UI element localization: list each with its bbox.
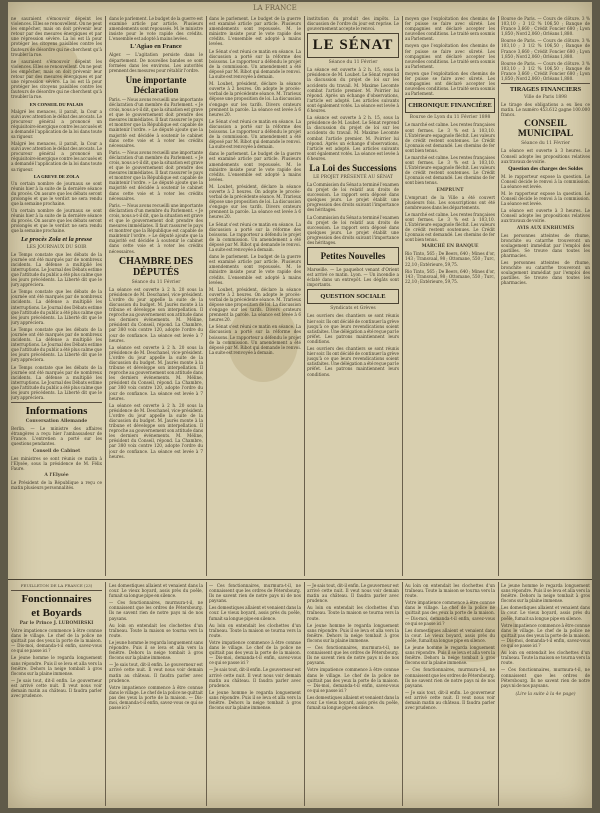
column-6 (501, 16, 590, 576)
article-text: Les domestiques allaient et venaient dans la cour. Le vieux boyard, assis près du poêle, fumait sa longue pipe en silence. (405, 627, 495, 643)
feuilleton-divider (8, 579, 592, 580)
section-heading: LA GREVE DE ZOLA (33, 173, 80, 179)
article-text: M. Loubet, président, déclare la séance ouverte à 2 heures. On adopte le procès-verbal de la précédente séance. M. Trarieux dépose une proposition de loi. La discussion s'engage sur les tarifs. Divers orateurs prennent la parole. La séance est levée à 6 heures 20. (209, 81, 301, 117)
article-text: La séance est ouverte à 2 h. 20 sous la présidence de M. Deschanel, vice-président. L'ordre du jour appelle la suite de la discussion du budget. M. Jaurès monte à la tribune et développe son interpellation. Il reproche au gouvernement son attitude dans les derniers événements. M. Méline, président du Conseil, répond. La Chambre, par 380 voix contre 120, adopte l'ordre du jour de confiance. La séance est levée à 7 heures. (109, 344, 203, 401)
article-text: Le tirage des obligations a eu lieu ce matin. Le numéro 453.612 gagne 100.000 francs. (501, 102, 590, 118)
article-text: moyen que l'exploitation des chemins de fer puisse se faire avec sûreté. Les compagnies ont déclaré accepter les nouvelles conditions. Le traité sera soumis au Parlement. (405, 70, 495, 97)
senat-headline: LE SÉNAT (312, 37, 394, 54)
article-text: Votre impatience commence à être connue dans le village. Le chef de la police ne quittait pas des yeux la porte de la maison. — Dis-moi, demanda-t-il enfin, savez-vous ce qui se passe ici ? (109, 684, 203, 711)
article-text: — Je sais tout, dit-il enfin. Le gouverneur est arrivé cette nuit. Il veut nous voir demain matin au château. Il faudra parler avec prudence. (209, 667, 301, 688)
article-text: Bourse de Paris. — Cours de clôture. 3 % 103,10 ; 3 1/2 % 106,50 ; Banque de France 3,660 ; Crédit Foncier 680 ; Lyon 1,850 ; Nord 2,060 ; Orléans 1,880. (501, 38, 590, 59)
article-text: Au loin on entendait les clochettes d'un traîneau. Toute la maison se tourna vers la route. (209, 622, 301, 638)
article-text: Votre impatience commence à être connue dans le village. Le chef de la police ne quittait pas des yeux la porte de la maison. — Dis-moi, demanda-t-il enfin, savez-vous ce qui se passe ici ? (11, 628, 102, 654)
article-text: dans le parlement. Le budget de la guerre est examiné article par article. Plusieurs amendements sont repoussés. M. le ministre insiste pour le vote rapide des crédits. L'ensemble est adopté à mains levées. (109, 16, 203, 42)
article-subhead: LES JOURNAUX DU SOIR (26, 244, 87, 250)
section-headline-informations: Informations (25, 405, 88, 418)
column-rule (498, 16, 499, 576)
column-rule (498, 582, 499, 806)
article-headline: CHRONIQUE FINANCIÈRE (408, 102, 492, 110)
article-text: Le Sénat s'est réuni ce matin en séance. La discussion a porté sur la réforme des boissons. Le rapporteur a défendu le projet de la commission. Un amendement a été déposé par M. Ribot qui demande le renvoi. La suite est renvoyée à demain. (209, 118, 301, 150)
divider (11, 402, 102, 403)
article-text: moyen que l'exploitation des chemins de fer puisse se faire avec sûreté. Les compagnies ont déclaré accepter les nouvelles conditions. Le traité sera soumis au Parlement. (405, 43, 495, 69)
article-text: — Ces fonctionnaires, murmura-t-il, ne connaissent que les ordres de Pétersbourg. Ils ne savent rien de notre pays ni de nos paysans. (209, 583, 301, 604)
divider (11, 590, 102, 591)
article-text: Berlin. — Le ministre des affaires étrangères a reçu hier l'ambassadeur de France. L'entretien a porté sur les questions pendantes. (11, 426, 102, 447)
column-rule (206, 16, 207, 576)
article-text: Le jeune homme le regarda longuement sans répondre. Puis il se leva et alla vers la fenêtre. Dehors la neige tombait à gros flocons sur la plaine immense. (109, 639, 203, 661)
article-subhead: EMPRUNT (436, 187, 464, 193)
newspaper-page (8, 2, 592, 808)
article-headline: Question des charges des Soldes (508, 165, 583, 172)
divider (501, 83, 590, 84)
column-rule (304, 16, 305, 576)
article-text: Le Temps constate que les débats de la journée ont été marqués par de nombreux incidents. La défense a multiplié les interruptions. Le Journal des Débats estime que l'attitude du public a été plus calme que les jours précédents. La Liberté dit que le jury appréciera. (11, 251, 102, 288)
article-text: Le jeune homme le regarda longuement sans répondre. Puis il se leva et alla vers la fenêtre. Dehors la neige tombait à gros flocons sur la plaine immense. (11, 655, 102, 676)
feuilleton-continued: (Lire la suite à la 4e page) (515, 691, 576, 697)
article-text: Rio Tinto, 565 ; De Beers, 640 ; Mines d'or, 143 ; Transvaal, 98 ; Ottomane, 550 ; Turc, 22,10 ; Extérieure, 59,75. (405, 251, 495, 267)
article-text: Le jeune homme le regarda longuement sans répondre. Puis il se leva et alla vers la fenêtre. Dehors la neige tombait à gros flocons sur la plaine immense. (405, 645, 495, 666)
article-text: Le marché est calme. Les rentes françaises sont fermes. Le 3 % est à 103,10. L'Extérieure espagnole fléchit. Les valeurs de crédit restent soutenues. Le Crédit Lyonnais est demandé. Les chemins de fer sont bien tenus. (405, 154, 495, 186)
article-text: Bourse de Paris. — Cours de clôture. 3 % 103,10 ; 3 1/2 % 106,50 ; Banque de France 3,660 ; Crédit Foncier 680 ; Lyon 1,850 ; Nord 2,060 ; Orléans 1,880. (501, 60, 590, 82)
article-text: La séance est ouverte à 2 h. 15, sous la présidence de M. Loubet. Le Sénat reprend la discussion du projet de loi sur les accidents du travail. M. Maxime Lecomte combat l'article premier. M. Poirrier lui répond. Après un échange d'observations, l'article est adopté. Les articles suivants sont également votés. La séance est levée à 6 heures. (307, 67, 399, 114)
article-subhead: Conseil de Cabinet (32, 448, 81, 454)
article-text: Les personnes atteintes de rhume, bronchite ou catarrhe trouveront un soulagement immédiat par l'emploi des pastilles. Se trouve dans toutes les pharmacies. (501, 232, 590, 258)
article-text: La Commission du Sénat a terminé l'examen du projet de loi relatif aux droits de succession. Le rapport sera déposé dans quelques jours. Le projet établit une progression des droits suivant l'importance des héritages. (307, 181, 399, 213)
chambre-headline: CHAMBRE DES DÉPUTÉS (118, 255, 194, 278)
article-text: Le Président de la République a reçu ce matin plusieurs personnalités. (11, 479, 102, 490)
feuilleton-author: Par le Prince J. LUBOMIRSKI (19, 621, 94, 626)
article-headline: CONSEIL MUNICIPAL (517, 119, 574, 140)
running-head (8, 4, 592, 16)
article-text: — Je sais tout, dit-il enfin. Le gouverneur est arrivé cette nuit. Il veut nous voir demain matin au château. Il faudra parler avec prudence. (405, 689, 495, 711)
column-rule (105, 582, 106, 806)
article-text: — Je sais tout, dit-il enfin. Le gouverneur est arrivé cette nuit. Il veut nous voir demain matin au château. Il faudra parler avec prudence. (307, 583, 399, 604)
article-text: Les domestiques allaient et venaient dans la cour. Le vieux boyard, assis près du poêle, fumait sa longue pipe en silence. (501, 605, 590, 621)
article-text: Le jeune homme le regarda longuement sans répondre. Puis il se leva et alla vers la fenêtre. Dehors la neige tombait à gros flocons sur la plaine immense. (307, 622, 399, 643)
article-subhead: Ville de Paris 1898 (524, 95, 567, 101)
article-subhead: Séance du 11 Février (131, 279, 181, 285)
article-text: Le jeune homme le regarda longuement sans répondre. Puis il se leva et alla vers la fenêtre. Dehors la neige tombait à gros flocons sur la plaine immense. (209, 689, 301, 711)
article-headline: L'Agiao en France (130, 43, 182, 51)
column-5 (405, 16, 495, 576)
article-subhead: Séance du 11 Février (328, 60, 378, 66)
feuilleton-column-3 (209, 583, 301, 805)
article-text: Les personnes atteintes de rhume, bronchite ou catarrhe trouveront un soulagement immédiat par l'emploi des pastilles. Se trouve dans toutes les pharmacies. (501, 260, 590, 286)
article-text: Paris. — Nous avons recueilli une importante déclaration d'un membre du Parlement. « Je crois, nous a-t-il dit, que la situation est grave et que le gouvernement doit prendre des mesures immédiates. Il faut rassurer le pays et montrer que la République est capable de maintenir l'ordre. » Le député ajoute que la majorité est décidée à soutenir le cabinet dans cette voie et à voter les crédits nécessaires. (109, 96, 203, 148)
feuilleton-column-2 (109, 583, 203, 805)
article-headline: QUESTION SOCIALE (320, 293, 386, 301)
article-text: — Ces fonctionnaires, murmura-t-il, ne connaissent que les ordres de Pétersbourg. Ils ne savent rien de notre pays ni de nos paysans. (307, 645, 399, 666)
article-headline: Une importante Déclaration (125, 74, 187, 95)
article-text: Le Temps constate que les débats de la journée ont été marqués par de nombreux incidents. La défense a multiplié les interruptions. Le Journal des Débats estime que l'attitude du public a été plus calme que les jours précédents. La Liberté dit que le jury appréciera. (11, 364, 102, 401)
article-text: Au loin on entendait les clochettes d'un traîneau. Toute la maison se tourna vers la route. (109, 622, 203, 638)
article-subhead: LE PROJET PRÉSENTÉ AU SÉNAT (313, 174, 393, 180)
article-text: Les ministres se sont réunis ce matin à l'Elysée, sous la présidence de M. Félix Faure. (11, 455, 102, 471)
section-heading: EN CONSEIL DU PALAIS (29, 101, 84, 107)
article-text: Votre impatience commence à être connue dans le village. Le chef de la police ne quittait pas des yeux la porte de la maison. — Dis-moi, demanda-t-il enfin, savez-vous ce qui se passe ici ? (405, 600, 495, 626)
article-text: dans le parlement. Le budget de la guerre est examiné article par article. Plusieurs amendements sont repoussés. M. le ministre insiste pour le vote rapide des crédits. L'ensemble est adopté à mains levées. (209, 16, 301, 47)
article-text: Rio Tinto, 565 ; De Beers, 640 ; Mines d'or, 143 ; Transvaal, 98 ; Ottomane, 550 ; Turc, 22,10 ; Extérieure, 59,75. (405, 268, 495, 284)
article-text: — Je sais tout, dit-il enfin. Le gouverneur est arrivé cette nuit. Il veut nous voir demain matin au château. Il faudra parler avec prudence. (11, 677, 102, 699)
column-1 (11, 16, 102, 576)
chronique-box (405, 98, 495, 113)
senat-box (307, 33, 399, 58)
article-text: Les domestiques allaient et venaient dans la cour. Le vieux boyard, assis près du poêle, fumait sa longue pipe en silence. (209, 605, 301, 621)
article-text: M. Loubet, président, déclare la séance ouverte à 2 heures. On adopte le procès-verbal de la précédente séance. M. Trarieux dépose une proposition de loi. La discussion s'engage sur les tarifs. Divers orateurs prennent la parole. La séance est levée à 6 heures 20. (209, 286, 301, 323)
article-text: La séance est ouverte à 3 heures. Le Conseil adopte les propositions relatives aux travaux de voirie. (501, 148, 590, 164)
article-text: Alger. — L'agitation persiste dans le département. De nouvelles bandes se sont formées dans les environs. Les autorités prennent des mesures pour rétablir l'ordre. (109, 52, 203, 73)
article-text: Le Sénat s'est réuni ce matin en séance. La discussion a porté sur la réforme des boissons. Le rapporteur a défendu le projet de la commission. Un amendement a été déposé par M. Ribot qui demande le renvoi. La suite est renvoyée à demain. (209, 324, 301, 355)
feuilleton-column-6 (501, 583, 590, 805)
article-text: Votre impatience commence à être connue dans le village. Le chef de la police ne quittait pas des yeux la porte de la maison. — Dis-moi, demanda-t-il enfin, savez-vous ce qui se passe ici ? (307, 667, 399, 693)
article-text: Au loin on entendait les clochettes d'un traîneau. Toute la maison se tourna vers la route. (501, 650, 590, 666)
article-text: Paris. — Nous avons recueilli une importante déclaration d'un membre du Parlement. « Je crois, nous a-t-il dit, que la situation est grave et que le gouvernement doit prendre des mesures immédiates. Il faut rassurer le pays et montrer que la République est capable de maintenir l'ordre. » Le député ajoute que la majorité est décidée à soutenir le cabinet dans cette voie et à voter les crédits nécessaires. (109, 149, 203, 201)
article-text: Le Temps constate que les débats de la journée ont été marqués par de nombreux incidents. La défense a multiplié les interruptions. Le Journal des Débats estime que l'attitude du public a été plus calme que les jours précédents. La Liberté dit que le jury appréciera. (11, 326, 102, 363)
column-rule (402, 582, 403, 806)
article-headline: Petites Nouvelles (320, 251, 386, 262)
column-rule (206, 582, 207, 806)
running-head-title: LA FRANCE (253, 4, 297, 12)
article-text: Les domestiques allaient et venaient dans la cour. Le vieux boyard, assis près du poêle, fumait sa longue pipe en silence. (109, 583, 203, 599)
feuilleton-label: FEUILLETON DE LA FRANCE (23) (20, 583, 93, 588)
article-text: La séance est ouverte à 2 h. 20 sous la présidence de M. Deschanel, vice-président. L'ordre du jour appelle la suite de la discussion du budget. M. Jaurès monte à la tribune et développe son interpellation. Il reproche au gouvernement son attitude dans les derniers événements. M. Méline, président du Conseil, répond. La Chambre, par 380 voix contre 120, adopte l'ordre du jour de confiance. La séance est levée à 7 heures. (109, 286, 203, 343)
article-text: — Je sais tout, dit-il enfin. Le gouverneur est arrivé cette nuit. Il veut nous voir demain matin au château. Il faudra parler avec prudence. (109, 662, 203, 683)
article-text: — Ces fonctionnaires, murmura-t-il, ne connaissent que les ordres de Pétersbourg. Ils ne savent rien de notre pays ni de nos paysans. (501, 667, 590, 688)
article-text: Le Sénat s'est réuni ce matin en séance. La discussion a porté sur la réforme des boissons. Le rapporteur a défendu le projet de la commission. Un amendement a été déposé par M. Ribot qui demande le renvoi. La suite est renvoyée à demain. (209, 48, 301, 80)
column-2 (109, 16, 203, 576)
article-text: M. Loubet, président, déclare la séance ouverte à 2 heures. On adopte le procès-verbal de la précédente séance. M. Trarieux dépose une proposition de loi. La discussion s'engage sur les tarifs. Divers orateurs prennent la parole. La séance est levée à 6 heures 20. (209, 183, 301, 220)
article-text: Un certain nombre de journaux se sont réunis hier à la suite de la dernière séance du procès. On assure que les débats seront prolongés et que le verdict ne sera rendu que la semaine prochaine. (11, 208, 102, 234)
article-text: Le marché est calme. Les rentes françaises sont fermes. Le 3 % est à 103,10. L'Extérieure espagnole fléchit. Les valeurs de crédit restent soutenues. Le Crédit Lyonnais est demandé. Les chemins de fer sont bien tenus. (405, 211, 495, 243)
article-text: — Ces fonctionnaires, murmura-t-il, ne connaissent que les ordres de Pétersbourg. Ils ne savent rien de notre pays ni de nos paysans. (109, 600, 203, 621)
article-subhead: AVIS AUX ENRHUMÉS (516, 225, 575, 231)
column-rule (402, 16, 403, 576)
article-text: Les ouvriers des chantiers se sont réunis hier soir. Ils ont décidé de continuer la grève jusqu'à ce que leurs revendications soient satisfaites. Une délégation a été reçue par le préfet. Les patrons maintiennent leurs conditions. (307, 313, 399, 344)
article-text: Malgré les menaces, il parait, la Cour a suivi avec attention le débat des avocats. Le procureur général a prononcé un réquisitoire énergique contre les accusés et a demandé l'application de la loi dans toute sa rigueur. (11, 141, 102, 172)
article-subhead: A l'Elysée (44, 472, 69, 478)
article-text: Marseille. — Le paquebot venant d'Orient est arrivé ce matin. Lyon. — Un incendie a éclaté dans un entrepôt. Les dégâts sont importants. (307, 267, 399, 288)
feuilleton-title: Fonctionnaires (21, 593, 92, 605)
article-text: La séance est ouverte à 2 h. 15, sous la présidence de M. Loubet. Le Sénat reprend la discussion du projet de loi sur les accidents du travail. M. Maxime Lecomte combat l'article premier. M. Poirrier lui répond. Après un échange d'observations, l'article est adopté. Les articles suivants sont également votés. La séance est levée à 6 heures. (307, 115, 399, 161)
column-3 (209, 16, 301, 576)
feuilleton-column-1 (11, 583, 102, 805)
article-text: ne sauraient s'émouvoir dépeint les violences. Elles se renouvellent. On ne peut les empêcher, mais on doit prévenir leur retour par des mesures énergiques et par une répression sévère. La loi est là pour protéger les citoyens paisibles contre les fauteurs de désordre qui ne cherchent qu'à troubler la rue. (11, 58, 102, 100)
article-text: institution du produit des impôts. La discussion de l'ordre du jour est reprise. Le gouvernement accepte le renvoi. (307, 16, 399, 32)
article-text: Un certain nombre de journaux se sont réunis hier à la suite de la dernière séance du procès. On assure que les débats seront prolongés et que le verdict ne sera rendu que la semaine prochaine. (11, 180, 102, 206)
article-text: Les ouvriers des chantiers se sont réunis hier soir. Ils ont décidé de continuer la grève jusqu'à ce que leurs revendications soient satisfaites. Une délégation a été reçue par le préfet. Les patrons maintiennent leurs conditions. (307, 346, 399, 377)
article-text: Le jeune homme le regarda longuement sans répondre. Puis il se leva et alla vers la fenêtre. Dehors la neige tombait à gros flocons sur la plaine immense. (501, 583, 590, 604)
article-subhead: Syndicats et Grèves (330, 306, 376, 312)
question-sociale-box (307, 289, 399, 304)
column-4 (307, 16, 399, 576)
article-subhead: Conversation Allemande (25, 419, 88, 425)
article-headline: Le procès Zola et la presse (21, 235, 92, 243)
article-subhead: Séance du 11 Février (521, 141, 570, 147)
article-text: dans le parlement. Le budget de la guerre est examiné article par article. Plusieurs amendements sont repoussés. M. le ministre insiste pour le vote rapide des crédits. L'ensemble est adopté à mains levées. (209, 254, 301, 285)
article-text: La séance est ouverte à 3 heures. Le Conseil adopte les propositions relatives aux travaux de voirie. (501, 208, 590, 224)
article-text: Malgré les menaces, il parait, la Cour a suivi avec attention le débat des avocats. Le procureur général a prononcé un réquisitoire énergique contre les accusés et a demandé l'application de la loi dans toute sa rigueur. (11, 108, 102, 139)
article-text: Votre impatience commence à être connue dans le village. Le chef de la police ne quittait pas des yeux la porte de la maison. — Dis-moi, demanda-t-il enfin, savez-vous ce qui se passe ici ? (501, 622, 590, 649)
article-subhead: Bourse de Lyon du 11 Février 1898 (409, 115, 491, 121)
article-text: moyen que l'exploitation des chemins de fer puisse se faire avec sûreté. Les compagnies ont déclaré accepter les nouvelles conditions. Le traité sera soumis au Parlement. (405, 16, 495, 42)
article-text: Paris. — Nous avons recueilli une importante déclaration d'un membre du Parlement. « Je crois, nous a-t-il dit, que la situation est grave et que le gouvernement doit prendre des mesures immédiates. Il faut rassurer le pays et montrer que la République est capable de maintenir l'ordre. » Le député ajoute que la majorité est décidée à soutenir le cabinet dans cette voie et à voter les crédits nécessaires. (109, 202, 203, 254)
feuilleton-title: et Boyards (31, 607, 82, 619)
article-text: M. le rapporteur expose la question. Le Conseil décide le renvoi à la commission. La séance est levée. (501, 173, 590, 189)
article-text: — Ces fonctionnaires, murmura-t-il, ne connaissent que les ordres de Pétersbourg. Ils ne savent rien de notre pays ni de nos paysans. (405, 667, 495, 688)
article-text: Votre impatience commence à être connue dans le village. Le chef de la police ne quittait pas des yeux la porte de la maison. — Dis-moi, demanda-t-il enfin, savez-vous ce qui se passe ici ? (209, 639, 301, 666)
article-headline: La Loi des Successions (309, 162, 397, 173)
article-text: L'emprunt de la Ville a été couvert plusieurs fois. Les souscriptions ont été nombreuses dans les départements. (405, 194, 495, 210)
article-text: Les domestiques allaient et venaient dans la cour. Le vieux boyard, assis près du poêle, fumait sa longue pipe en silence. (307, 694, 399, 711)
article-text: Bourse de Paris. — Cours de clôture. 3 % 103,10 ; 3 1/2 % 106,50 ; Banque de France 3,660 ; Crédit Foncier 680 ; Lyon 1,850 ; Nord 2,060 ; Orléans 1,880. (501, 16, 590, 37)
article-text: dans le parlement. Le budget de la guerre est examiné article par article. Plusieurs amendements sont repoussés. M. le ministre insiste pour le vote rapide des crédits. L'ensemble est adopté à mains levées. (209, 151, 301, 182)
article-text: ne sauraient s'émouvoir dépeint les violences. Elles se renouvellent. On ne peut les empêcher, mais on doit prévenir leur retour par des mesures énergiques et par une répression sévère. La loi est là pour protéger les citoyens paisibles contre les fauteurs de désordre qui ne cherchent qu'à troubler la rue. (11, 16, 102, 57)
article-text: M. le rapporteur expose la question. Le Conseil décide le renvoi à la commission. La séance est levée. (501, 190, 590, 207)
feuilleton-column-4 (307, 583, 399, 805)
feuilleton-column-5 (405, 583, 495, 805)
article-text: Le Sénat s'est réuni ce matin en séance. La discussion a porté sur la réforme des boissons. Le rapporteur a défendu le projet de la commission. Un amendement a été déposé par M. Ribot qui demande le renvoi. La suite est renvoyée à demain. (209, 221, 301, 253)
article-text: Le Temps constate que les débats de la journée ont été marqués par de nombreux incidents. La défense a multiplié les interruptions. Le Journal des Débats estime que l'attitude du public a été plus calme que les jours précédents. La Liberté dit que le jury appréciera. (11, 289, 102, 325)
article-subhead: MARCHÉ EN BANQUE (421, 244, 479, 250)
article-text: Au loin on entendait les clochettes d'un traîneau. Toute la maison se tourna vers la route. (405, 583, 495, 599)
column-rule (304, 582, 305, 806)
article-text: La séance est ouverte à 2 h. 20 sous la présidence de M. Deschanel, vice-président. L'ordre du jour appelle la suite de la discussion du budget. M. Jaurès monte à la tribune et développe son interpellation. Il reproche au gouvernement son attitude dans les derniers événements. M. Méline, président du Conseil, répond. La Chambre, par 380 voix contre 120, adopte l'ordre du jour de confiance. La séance est levée à 7 heures. (109, 402, 203, 459)
article-text: Le marché est calme. Les rentes françaises sont fermes. Le 3 % est à 103,10. L'Extérieure espagnole fléchit. Les valeurs de crédit restent soutenues. Le Crédit Lyonnais est demandé. Les chemins de fer sont bien tenus. (405, 122, 495, 153)
article-text: La Commission du Sénat a terminé l'examen du projet de loi relatif aux droits de succession. Le rapport sera déposé dans quelques jours. Le projet établit une progression des droits suivant l'importance des héritages. (307, 214, 399, 245)
column-rule (105, 16, 106, 576)
petites-nouvelles-box (307, 247, 399, 265)
article-text: Au loin on entendait les clochettes d'un traîneau. Toute la maison se tourna vers la route. (307, 605, 399, 621)
article-headline: TIRAGES FINANCIERS (509, 86, 582, 94)
